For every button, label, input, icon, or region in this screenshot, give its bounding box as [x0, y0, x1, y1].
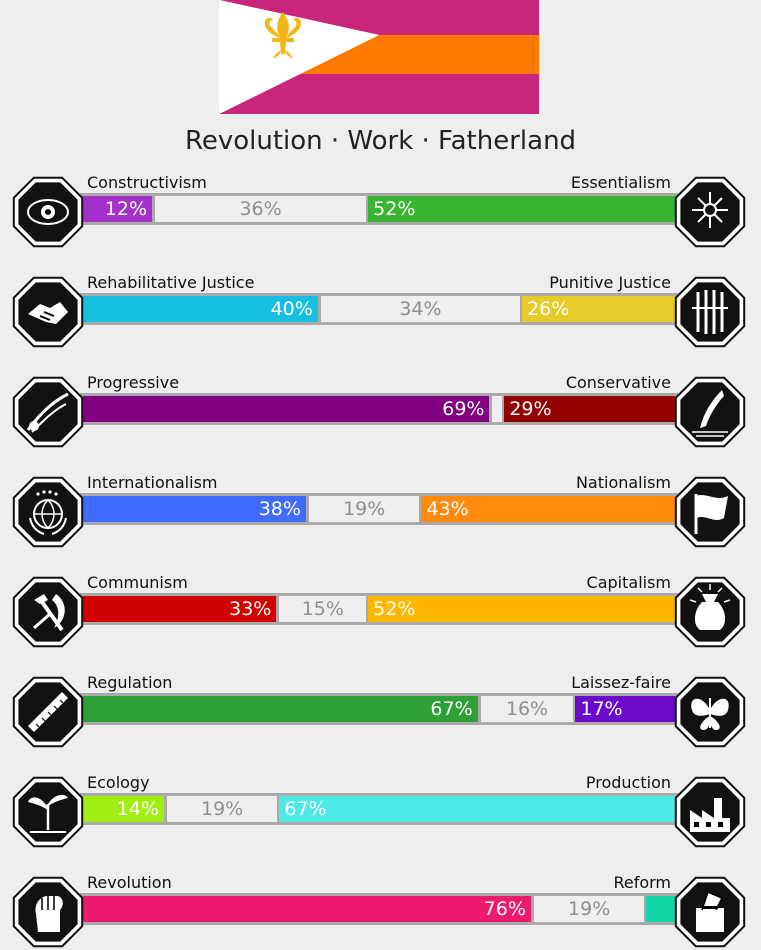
axis-left-name: Progressive	[87, 373, 180, 392]
center-segment	[279, 596, 366, 622]
left-segment-label: 12%	[104, 198, 148, 220]
axis-left-name: Rehabilitative Justice	[87, 273, 255, 292]
axis-row	[0, 474, 761, 550]
axis-left-name: Revolution	[87, 873, 172, 892]
eye-icon	[10, 174, 86, 250]
axis-right-name: Reform	[613, 873, 671, 892]
axis-right-name: Capitalism	[586, 573, 671, 592]
axis-right-name: Production	[585, 773, 671, 792]
axis-left-name: Internationalism	[87, 473, 218, 492]
axis-bar	[80, 393, 678, 425]
center-segment-label	[492, 398, 502, 420]
butterfly-icon	[672, 674, 748, 750]
motto: Revolution · Work · Fatherland	[184, 126, 577, 156]
axis-bar	[80, 193, 678, 225]
right-segment-label: 52%	[373, 598, 416, 620]
center-segment-label: 19%	[568, 898, 611, 920]
center-segment-label: 19%	[343, 498, 386, 520]
axis-row	[0, 774, 761, 850]
axis-bar	[80, 793, 678, 825]
flower-icon	[672, 174, 748, 250]
axis-row	[0, 574, 761, 650]
right-segment-label: 26%	[527, 298, 570, 320]
left-segment	[83, 596, 276, 622]
center-segment	[167, 796, 277, 822]
right-segment	[421, 496, 675, 522]
right-segment	[504, 396, 675, 422]
left-segment	[83, 896, 531, 922]
right-segment-label: 67%	[284, 798, 327, 820]
left-segment-label: 40%	[270, 298, 313, 320]
ruler-icon	[10, 674, 86, 750]
axis-left-name: Regulation	[87, 673, 173, 692]
money-bag-icon	[672, 574, 748, 650]
handshake-icon	[10, 274, 86, 350]
left-segment-label: 67%	[430, 698, 473, 720]
axis-row	[0, 374, 761, 450]
center-segment	[309, 496, 419, 522]
right-segment	[279, 796, 675, 822]
right-segment	[575, 696, 675, 722]
axis-bar	[80, 893, 678, 925]
country-flag	[219, 0, 539, 114]
right-segment	[522, 296, 675, 322]
right-segment-label: 29%	[509, 398, 552, 420]
axis-right-name: Laissez-faire	[571, 673, 671, 692]
right-segment-label	[646, 898, 656, 920]
axis-right-name: Conservative	[565, 373, 671, 392]
axis-right-name: Nationalism	[575, 473, 671, 492]
right-segment	[368, 196, 675, 222]
axis-bar	[80, 293, 678, 325]
left-segment-label: 69%	[442, 398, 485, 420]
center-segment-label: 16%	[505, 698, 549, 720]
axis-row	[0, 674, 761, 750]
left-segment-label: 38%	[258, 498, 301, 520]
prison-bars-icon	[672, 274, 748, 350]
right-segment-label: 17%	[580, 698, 623, 720]
left-segment-label: 33%	[229, 598, 272, 620]
center-segment	[321, 296, 520, 322]
axis-left-name: Ecology	[87, 773, 150, 792]
right-segment-label: 52%	[373, 198, 416, 220]
axis-left-name: Constructivism	[87, 173, 207, 192]
center-segment	[155, 196, 366, 222]
center-segment-label: 19%	[200, 798, 244, 820]
axis-right-name: Essentialism	[570, 173, 671, 192]
fist-icon	[10, 874, 86, 950]
axis-bar	[80, 493, 678, 525]
left-segment	[83, 796, 164, 822]
center-segment	[534, 896, 644, 922]
left-segment	[83, 696, 478, 722]
center-segment	[481, 696, 574, 722]
flag-icon	[672, 474, 748, 550]
center-segment-label: 34%	[399, 298, 442, 320]
left-segment	[83, 396, 489, 422]
axis-row	[0, 874, 761, 950]
axis-row	[0, 274, 761, 350]
axis-right-name: Punitive Justice	[549, 273, 671, 292]
left-segment	[83, 496, 306, 522]
hammer-sickle-icon	[10, 574, 86, 650]
right-segment	[368, 596, 675, 622]
axis-bar	[80, 693, 678, 725]
right-segment-label: 43%	[426, 498, 469, 520]
axis-bar	[80, 593, 678, 625]
left-segment	[83, 196, 152, 222]
axis-row	[0, 174, 761, 250]
left-segment-label: 76%	[483, 898, 526, 920]
left-segment	[83, 296, 318, 322]
right-segment	[646, 896, 675, 922]
quill-icon	[672, 374, 748, 450]
center-segment-label: 36%	[239, 198, 282, 220]
axis-left-name: Communism	[87, 573, 188, 592]
globe-icon	[10, 474, 86, 550]
ballot-icon	[672, 874, 748, 950]
center-segment-label: 15%	[301, 598, 344, 620]
center-segment	[492, 396, 502, 422]
sprout-icon	[10, 774, 86, 850]
factory-icon	[672, 774, 748, 850]
left-segment-label: 14%	[116, 798, 159, 820]
comet-icon	[10, 374, 86, 450]
